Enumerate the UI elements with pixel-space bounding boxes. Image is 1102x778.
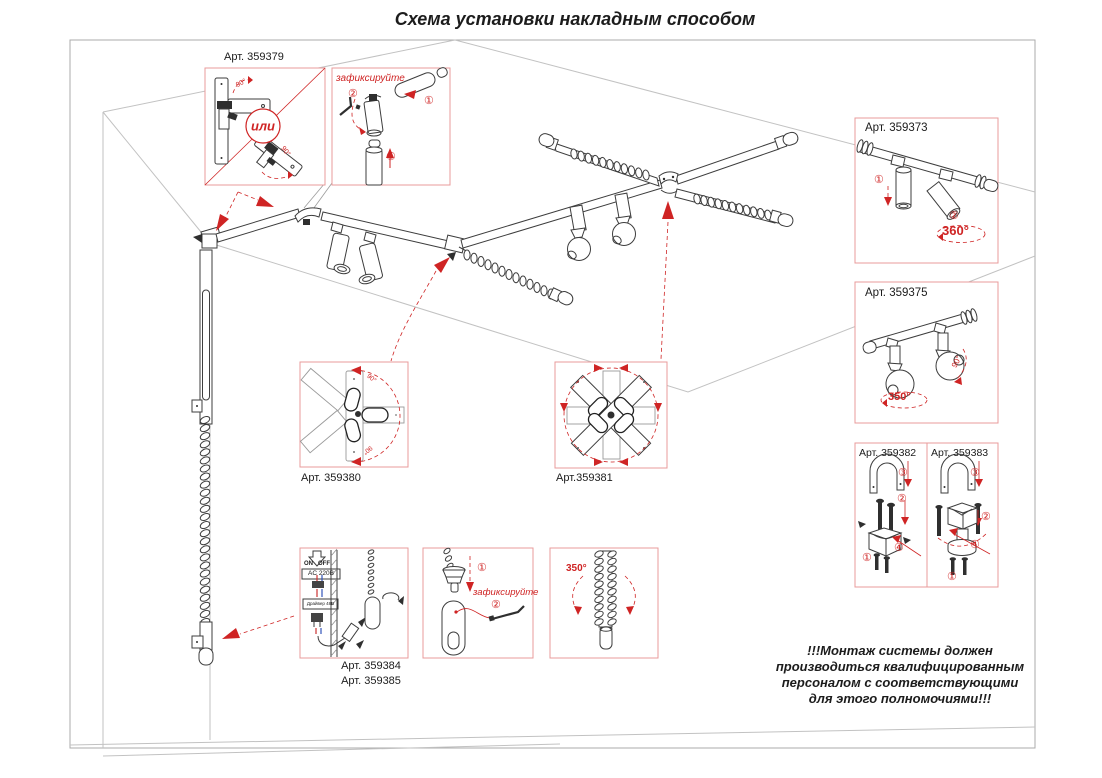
coil-arm (459, 247, 575, 307)
junction-connector (445, 235, 466, 261)
label-art-359379: Арт. 359379 (224, 51, 284, 63)
or-text: или (251, 118, 275, 134)
corner-connector (193, 227, 220, 248)
deg-90-a-359379: 90° (234, 77, 248, 90)
spot-light-1 (326, 222, 350, 275)
deg-90-a-359380: 90° (365, 372, 378, 385)
label-art-359380: Арт. 359380 (301, 472, 361, 484)
label-art-359373: Арт. 359373 (865, 122, 928, 134)
label-art-359375: Арт. 359375 (865, 287, 928, 299)
warning-line-3: персоналом с соответствующими (781, 675, 1019, 690)
step2-fix-bottom: ② (491, 599, 501, 611)
power-on-label: ON (304, 561, 313, 567)
deg-350-rot: 350° (566, 563, 587, 574)
step1a-fix-top: ① (424, 95, 434, 107)
inset-leader-lines (304, 183, 332, 212)
label-art-359383: Арт. 359383 (931, 447, 989, 459)
page-title: Схема установки накладным способом (394, 9, 756, 29)
step1-359373: ① (874, 174, 884, 186)
step4-359382: ④ (894, 542, 904, 554)
warning-line-4: для этого полномочиями!!! (808, 691, 992, 706)
step2-359382: ② (897, 493, 907, 505)
inset-359373-box (855, 118, 998, 263)
deg-90-b-359380: 90° (361, 444, 374, 456)
caption-fix-bottom: зафиксируйте (473, 587, 539, 598)
power-off-label: OFF (318, 561, 330, 567)
label-art-359382: Арт. 359382 (859, 447, 917, 459)
label-art-359384: Арт. 359384 (341, 660, 401, 672)
step3-359382: ③ (898, 467, 908, 479)
warning-line-2: производиться квалифицированным (775, 659, 1025, 674)
label-art-359385: Арт. 359385 (341, 675, 401, 687)
step1-fix-bottom: ① (477, 562, 487, 574)
track-segment-a (216, 209, 300, 242)
deg-360-359373: 360° (942, 223, 969, 238)
track-coil (199, 415, 211, 627)
power-driver-label: Драйвер 48В (306, 600, 335, 606)
step2-359373: ② (949, 210, 959, 222)
step4-359383: ④ (970, 539, 980, 551)
bend-connector (295, 208, 321, 225)
deg-90-359375: 90° (949, 354, 964, 370)
deg-350-359375: 350° (888, 391, 911, 403)
step1-359383: ① (947, 571, 957, 583)
warning-line-1: !!!Монтаж системы должен (807, 643, 993, 658)
step1b-fix-top: ① (386, 151, 396, 163)
step3-359383: ③ (970, 467, 980, 479)
caption-fix-top: зафиксируйте (336, 73, 405, 84)
step2-fix-top: ② (348, 88, 358, 100)
spot-light-2 (358, 232, 383, 285)
deg-90-b-359379: 90° (279, 145, 292, 158)
label-art-359381: Арт.359381 (556, 472, 613, 484)
step1-359382: ① (862, 552, 872, 564)
step2-359383: ② (981, 511, 991, 523)
power-ac-label: AC 220В (307, 569, 335, 577)
